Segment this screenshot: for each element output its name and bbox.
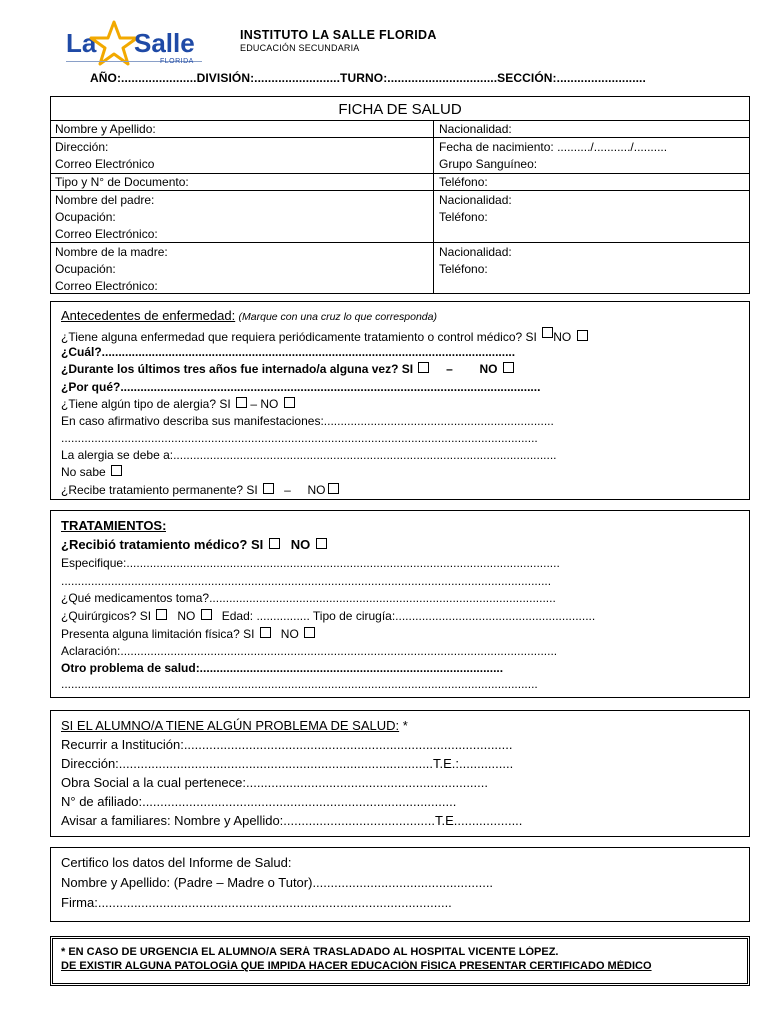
field-avisar-familiares[interactable]: Avisar a familiares: Nombre y Apellido:..........................................T.E................... [61, 813, 523, 828]
question-manifestaciones[interactable]: En caso afirmativo describa sus manifestaciones:..................................................................... [61, 414, 554, 428]
field-direccion[interactable]: Dirección: [55, 140, 109, 154]
field-ocupacion-madre[interactable]: Ocupación: [55, 262, 116, 276]
checkbox-no[interactable] [201, 609, 212, 620]
column-divider [433, 121, 434, 293]
antecedentes-note: (Marque con una cruz lo que corresponda) [238, 311, 437, 323]
logo-la: La [66, 28, 97, 58]
field-direccion-te[interactable]: Dirección:.......................................................................................T.E.:............... [61, 756, 514, 771]
dotted-line[interactable]: ............................................................................................................................................... [61, 677, 538, 691]
dotted-line[interactable]: ................................................................................................................................................... [61, 574, 552, 588]
checkbox-si[interactable] [263, 483, 274, 494]
problema-heading: SI EL ALUMNO/A TIENE ALGÚN PROBLEMA DE SALUD: * [61, 718, 408, 733]
field-nombre[interactable]: Nombre y Apellido: [55, 122, 156, 136]
certificacion-section [50, 847, 750, 922]
field-telefono-padre[interactable]: Teléfono: [439, 210, 488, 224]
field-afiliado[interactable]: N° de afiliado:....................................................................................... [61, 794, 457, 809]
antecedentes-title: Antecedentes de enfermedad: [61, 308, 236, 323]
field-nombre-madre[interactable]: Nombre de la madre: [55, 245, 168, 259]
field-especifique[interactable]: Especifique:.................................................................................................................................. [61, 556, 560, 570]
antecedentes-heading [61, 308, 437, 323]
field-firma[interactable]: Firma:.................................................................................................. [61, 895, 452, 910]
field-correo-padre[interactable]: Correo Electrónico: [55, 227, 158, 241]
star-icon [91, 22, 137, 64]
ficha-table [50, 96, 750, 294]
institution-name: INSTITUTO LA SALLE FLORIDA [240, 28, 437, 42]
field-institucion[interactable]: Recurrir a Institución:........................................................................................... [61, 737, 513, 752]
question-tratamiento-medico: ¿Recibió tratamiento médico? SI NO [61, 537, 327, 552]
problema-salud-section [50, 710, 750, 837]
divider [51, 120, 749, 121]
institution-level: EDUCACIÓN SECUNDARIA [240, 43, 360, 53]
question-por-que[interactable]: ¿Por qué?.............................................................................................................................. [61, 380, 541, 394]
question-enfermedad: ¿Tiene alguna enfermedad que requiera periódicamente tratamiento o control médico? SI NO [61, 327, 588, 344]
checkbox-si[interactable] [269, 538, 280, 549]
divider [51, 173, 749, 174]
tratamientos-section [50, 510, 750, 698]
field-correo-madre[interactable]: Correo Electrónico: [55, 279, 158, 293]
field-nacionalidad-madre[interactable]: Nacionalidad: [439, 245, 512, 259]
question-limitacion: Presenta alguna limitación física? SI NO [61, 627, 315, 641]
checkbox-no[interactable] [304, 627, 315, 638]
question-quirurgicos: ¿Quirúrgicos? SI NO Edad: ................ Tipo de cirugía:............................................................ [61, 609, 596, 623]
field-telefono-madre[interactable]: Teléfono: [439, 262, 488, 276]
checkbox-no[interactable] [284, 397, 295, 408]
checkbox-no-sabe[interactable] [111, 465, 122, 476]
urgencia-notice [50, 936, 750, 986]
field-grupo-sanguineo[interactable]: Grupo Sanguíneo: [439, 157, 538, 171]
checkbox-si[interactable] [418, 362, 429, 373]
field-obra-social[interactable]: Obra Social a la cual pertenece:................................................................... [61, 775, 488, 790]
checkbox-no[interactable] [328, 483, 339, 494]
problema-title: SI EL ALUMNO/A TIENE ALGÚN PROBLEMA DE SALUD: [61, 718, 400, 733]
field-medicamentos[interactable]: ¿Qué medicamentos toma?........................................................................................................ [61, 591, 556, 605]
checkbox-no[interactable] [503, 362, 514, 373]
field-nacionalidad[interactable]: Nacionalidad: [439, 122, 512, 136]
field-nacionalidad-padre[interactable]: Nacionalidad: [439, 193, 512, 207]
antecedentes-section [50, 301, 750, 500]
question-tratamiento-permanente: ¿Recibe tratamiento permanente? SI – NO [61, 483, 339, 497]
divider [51, 190, 749, 191]
question-cual[interactable]: ¿Cuál?............................................................................................................................ [61, 345, 516, 359]
checkbox-no[interactable] [316, 538, 327, 549]
field-telefono[interactable]: Teléfono: [439, 175, 488, 189]
divider [51, 137, 749, 138]
checkbox-si[interactable] [156, 609, 167, 620]
question-alergia: ¿Tiene algún tipo de alergia? SI – NO [61, 397, 295, 411]
logo-subtitle: FLORIDA [160, 58, 194, 65]
logo-salle: Salle [134, 28, 195, 58]
checkbox-si[interactable] [542, 327, 553, 338]
field-aclaracion[interactable]: Aclaración:................................................................................................................................... [61, 644, 558, 658]
field-correo[interactable]: Correo Electrónico [55, 157, 155, 171]
field-nombre-tutor[interactable]: Nombre y Apellido: (Padre – Madre o Tutor).................................................. [61, 875, 494, 890]
course-info-line[interactable]: AÑO:......................DIVISIÓN:.........................TURNO:................................SECCIÓN:.......................... [90, 71, 646, 85]
question-alergia-causa[interactable]: La alergia se debe a:................................................................................................................... [61, 448, 557, 462]
urgencia-line-2: DE EXISTIR ALGUNA PATOLOGÍA QUE IMPIDA HACER EDUCACIÓN FÍSICA PRESENTAR CERTIFICADO MÉDICO [61, 960, 652, 972]
ficha-title: FICHA DE SALUD [338, 101, 462, 118]
field-fecha-nacimiento[interactable]: Fecha de nacimiento: ........../.........../.......... [439, 140, 668, 154]
field-documento[interactable]: Tipo y N° de Documento: [55, 175, 189, 189]
field-nombre-padre[interactable]: Nombre del padre: [55, 193, 155, 207]
certifico-text: Certifico los datos del Informe de Salud: [61, 855, 292, 870]
divider [51, 242, 749, 243]
checkbox-si[interactable] [260, 627, 271, 638]
tratamientos-title: TRATAMIENTOS: [61, 518, 167, 533]
field-ocupacion-padre[interactable]: Ocupación: [55, 210, 116, 224]
dotted-line[interactable]: ............................................................................................................................................... [61, 431, 538, 445]
checkbox-si[interactable] [236, 397, 247, 408]
checkbox-no[interactable] [577, 330, 588, 341]
urgencia-line-1: * EN CASO DE URGENCIA EL ALUMNO/A SERÁ TRASLADADO AL HOSPITAL VICENTE LÓPEZ. [61, 946, 559, 958]
field-otro-problema[interactable]: Otro problema de salud:........................................................................................... [61, 661, 504, 675]
option-no-sabe: No sabe [61, 465, 122, 479]
question-internado: ¿Durante los últimos tres años fue internado/a alguna vez? SI – NO [61, 362, 514, 376]
